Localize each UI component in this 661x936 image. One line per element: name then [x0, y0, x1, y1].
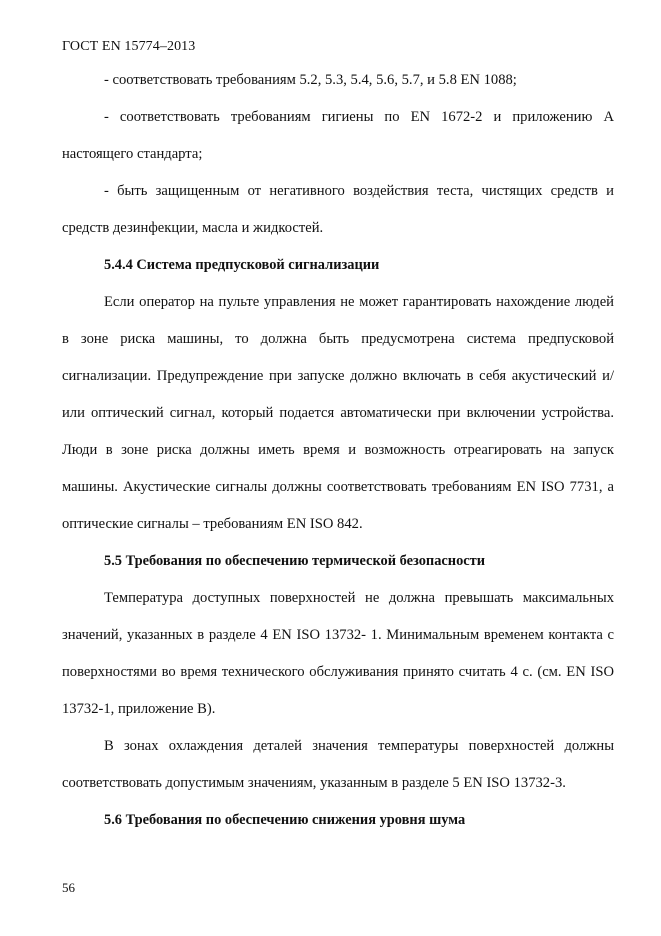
list-item-requirements-1088: - соответствовать требованиям 5.2, 5.3, 5.4, 5.6, 5.7, и 5.8 EN 1088; [104, 72, 517, 88]
section-heading-5-5: 5.5 Требования по обеспечению термической безопасности [104, 553, 486, 569]
section-heading-5-4-4: 5.4.4 Система предпусковой сигнализации [104, 257, 380, 273]
list-item-hygiene-requirements: - соответствовать требованиям гигиены по EN 1672-2 и приложению А настоящего стандарта; [62, 109, 614, 162]
page-number: 56 [62, 880, 75, 895]
paragraph-cooling-zones: В зонах охлаждения деталей значения температуры поверхностей должны соответствовать допустимым значениям, указанным в разделе 5 EN ISO 13732-3. [62, 738, 614, 791]
document-header: ГОСТ EN 15774–2013 [62, 39, 196, 54]
document-body [62, 62, 614, 839]
paragraph-surface-temperature: Температура доступных поверхностей не должна превышать максимальных значений, указанных в разделе 4 EN ISO 13732- 1. Минимальным временем контакта с поверхностями во время технического обслуживания принято считать 4 с. (см. EN ISO 13732-1, приложение В). [62, 590, 614, 717]
section-heading-5-6: 5.6 Требования по обеспечению снижения уровня шума [104, 812, 466, 828]
paragraph-prestart-warning: Если оператор на пульте управления не может гарантировать нахождение людей в зоне риска машины, то должна быть предусмотрена система предпусковой сигнализации. Предупреждение при запуске должно включать в себя акустический и/или оптический сигнал, который подается автоматически при включении устройства. Люди в зоне риска должны иметь время и возможность отреагировать на запуск машины. Акустические сигналы должны соответствовать требованиям EN ISO 7731, а оптические сигналы – требованиям EN ISO 842. [62, 294, 614, 532]
list-item-protection-requirements: - быть защищенным от негативного воздействия теста, чистящих средств и средств дезинфекции, масла и жидкостей. [62, 183, 614, 236]
